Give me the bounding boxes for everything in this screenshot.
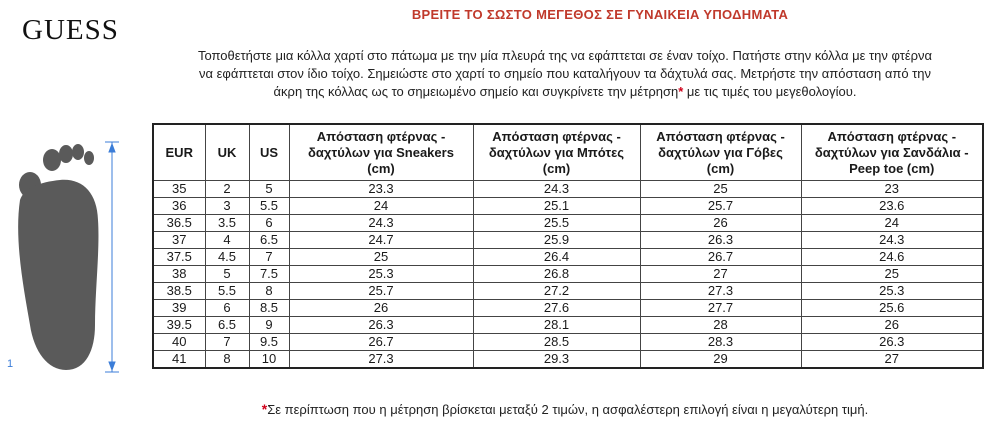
cell-uk: 4.5 bbox=[205, 249, 249, 266]
table-row bbox=[153, 334, 983, 351]
header-boots-line-3: (cm) bbox=[542, 160, 571, 176]
cell-uk: 8 bbox=[205, 351, 249, 369]
table-row bbox=[153, 232, 983, 249]
header-us: US bbox=[249, 124, 289, 181]
foot-measurement-illustration bbox=[0, 130, 135, 380]
cell-us: 9.5 bbox=[249, 334, 289, 351]
table-row bbox=[153, 300, 983, 317]
header-eur: EUR bbox=[153, 124, 205, 181]
cell-eur: 38 bbox=[153, 266, 205, 283]
cell-sandals: 26 bbox=[801, 317, 983, 334]
cell-sneakers: 27.3 bbox=[289, 351, 473, 369]
cell-sandals: 25.6 bbox=[801, 300, 983, 317]
cell-eur: 40 bbox=[153, 334, 205, 351]
cell-eur: 41 bbox=[153, 351, 205, 369]
header-heels-line-1: Απόσταση φτέρνας - bbox=[656, 128, 785, 144]
cell-eur: 39.5 bbox=[153, 317, 205, 334]
cell-boots: 28.5 bbox=[473, 334, 640, 351]
cell-heels: 25.7 bbox=[640, 198, 801, 215]
cell-boots: 25.9 bbox=[473, 232, 640, 249]
cell-uk: 4 bbox=[205, 232, 249, 249]
page-title: ΒΡΕΙΤΕ ΤΟ ΣΩΣΤΟ ΜΕΓΕΘΟΣ ΣΕ ΓΥΝΑΙΚΕΙΑ ΥΠΟΔΗΜΑΤΑ bbox=[411, 7, 789, 22]
cell-boots: 27.2 bbox=[473, 283, 640, 300]
size-chart-table bbox=[152, 123, 984, 369]
table-row bbox=[153, 266, 983, 283]
header-boots-line-1: Απόσταση φτέρνας - bbox=[492, 128, 621, 144]
asterisk-marker: * bbox=[678, 84, 684, 99]
cell-heels: 27.3 bbox=[640, 283, 801, 300]
header-boots-line-2: δαχτύλων για Μπότες bbox=[488, 144, 625, 160]
cell-sneakers: 26.7 bbox=[289, 334, 473, 351]
cell-sneakers: 25.7 bbox=[289, 283, 473, 300]
header-uk: UK bbox=[205, 124, 249, 181]
header-sandals-line-3: Peep toe (cm) bbox=[849, 160, 935, 176]
cell-heels: 27.7 bbox=[640, 300, 801, 317]
cell-sneakers: 26 bbox=[289, 300, 473, 317]
header-sneakers bbox=[289, 124, 473, 181]
footnote-asterisk: * bbox=[261, 401, 268, 417]
cell-eur: 37 bbox=[153, 232, 205, 249]
cell-sandals: 23.6 bbox=[801, 198, 983, 215]
cell-heels: 28.3 bbox=[640, 334, 801, 351]
header-sneakers-line-2: δαχτύλων για Sneakers bbox=[308, 144, 454, 160]
cell-sneakers: 25.3 bbox=[289, 266, 473, 283]
cell-sneakers: 25 bbox=[289, 249, 473, 266]
cell-sneakers: 24.7 bbox=[289, 232, 473, 249]
instructions-paragraph bbox=[150, 47, 980, 101]
table-row bbox=[153, 198, 983, 215]
cell-sandals: 25 bbox=[801, 266, 983, 283]
cell-uk: 6 bbox=[205, 300, 249, 317]
cell-eur: 37.5 bbox=[153, 249, 205, 266]
length-measure-arrow bbox=[105, 142, 119, 372]
table-row bbox=[153, 351, 983, 369]
cell-boots: 24.3 bbox=[473, 181, 640, 198]
cell-heels: 28 bbox=[640, 317, 801, 334]
instructions-line-2: να εφάπτεται στον ίδιο τοίχο. Σημειώστε στο χαρτί το σημείο που καταλήγουν τα δάχτυλά σας. Μετρήστε την απόσταση από την bbox=[198, 66, 932, 81]
instructions-line-3-text: άκρη της κόλλας ως το σημειωμένο σημείο και συγκρίνετε την μέτρηση bbox=[273, 84, 679, 99]
cell-sneakers: 24.3 bbox=[289, 215, 473, 232]
cell-us: 6.5 bbox=[249, 232, 289, 249]
header-sandals bbox=[801, 124, 983, 181]
table-header-row bbox=[153, 124, 983, 181]
table-row bbox=[153, 215, 983, 232]
cell-uk: 6.5 bbox=[205, 317, 249, 334]
cell-us: 8.5 bbox=[249, 300, 289, 317]
header-sneakers-line-3: (cm) bbox=[367, 160, 395, 176]
cell-us: 5 bbox=[249, 181, 289, 198]
cell-us: 7 bbox=[249, 249, 289, 266]
cell-boots: 26.8 bbox=[473, 266, 640, 283]
instructions-line-3 bbox=[150, 83, 980, 101]
cell-eur: 36.5 bbox=[153, 215, 205, 232]
cell-heels: 26 bbox=[640, 215, 801, 232]
cell-boots: 25.1 bbox=[473, 198, 640, 215]
cell-sandals: 27 bbox=[801, 351, 983, 369]
cell-sandals: 24.3 bbox=[801, 232, 983, 249]
cell-heels: 29 bbox=[640, 351, 801, 369]
cell-boots: 25.5 bbox=[473, 215, 640, 232]
table-row bbox=[153, 249, 983, 266]
cell-eur: 36 bbox=[153, 198, 205, 215]
header-sandals-line-1: Απόσταση φτέρνας - bbox=[827, 128, 957, 144]
cell-sneakers: 26.3 bbox=[289, 317, 473, 334]
cell-eur: 35 bbox=[153, 181, 205, 198]
header-heels bbox=[640, 124, 801, 181]
cell-uk: 2 bbox=[205, 181, 249, 198]
cell-sandals: 23 bbox=[801, 181, 983, 198]
cell-sneakers: 24 bbox=[289, 198, 473, 215]
table-row bbox=[153, 317, 983, 334]
table-row bbox=[153, 283, 983, 300]
cell-us: 8 bbox=[249, 283, 289, 300]
instructions-line-1: Τοποθετήστε μια κόλλα χαρτί στο πάτωμα με την μία πλευρά της να εφάπτεται σε έναν τοίχο. Πατήστε στην κόλλα με την φτέρνα bbox=[197, 48, 933, 63]
cell-boots: 28.1 bbox=[473, 317, 640, 334]
scale-label: 1 bbox=[7, 358, 14, 370]
guess-logo: GUESS bbox=[22, 14, 119, 46]
cell-uk: 5 bbox=[205, 266, 249, 283]
cell-us: 6 bbox=[249, 215, 289, 232]
cell-heels: 27 bbox=[640, 266, 801, 283]
cell-boots: 29.3 bbox=[473, 351, 640, 369]
cell-us: 10 bbox=[249, 351, 289, 369]
cell-eur: 38.5 bbox=[153, 283, 205, 300]
footnote bbox=[150, 401, 980, 417]
cell-uk: 3 bbox=[205, 198, 249, 215]
cell-sandals: 24.6 bbox=[801, 249, 983, 266]
cell-sneakers: 23.3 bbox=[289, 181, 473, 198]
cell-boots: 27.6 bbox=[473, 300, 640, 317]
cell-sandals: 26.3 bbox=[801, 334, 983, 351]
instructions-line-3-end: με τις τιμές του μεγεθολογίου. bbox=[683, 84, 857, 99]
cell-sandals: 25.3 bbox=[801, 283, 983, 300]
cell-uk: 3.5 bbox=[205, 215, 249, 232]
cell-heels: 26.7 bbox=[640, 249, 801, 266]
header-heels-line-2: δαχτύλων για Γόβες bbox=[658, 144, 783, 160]
footnote-text: Σε περίπτωση που η μέτρηση βρίσκεται μεταξύ 2 τιμών, η ασφαλέστερη επιλογή είναι η μεγαλύτερη τιμή. bbox=[267, 402, 869, 417]
cell-heels: 26.3 bbox=[640, 232, 801, 249]
cell-heels: 25 bbox=[640, 181, 801, 198]
header-sandals-line-2: δαχτύλων για Σανδάλια - bbox=[814, 144, 969, 160]
header-boots bbox=[473, 124, 640, 181]
header-heels-line-3: (cm) bbox=[706, 160, 735, 176]
cell-eur: 39 bbox=[153, 300, 205, 317]
cell-us: 5.5 bbox=[249, 198, 289, 215]
cell-us: 7.5 bbox=[249, 266, 289, 283]
table-row bbox=[153, 181, 983, 198]
cell-uk: 5.5 bbox=[205, 283, 249, 300]
cell-uk: 7 bbox=[205, 334, 249, 351]
cell-sandals: 24 bbox=[801, 215, 983, 232]
cell-us: 9 bbox=[249, 317, 289, 334]
foot-sole-icon bbox=[18, 144, 98, 370]
header-sneakers-line-1: Απόσταση φτέρνας - bbox=[316, 128, 446, 144]
cell-boots: 26.4 bbox=[473, 249, 640, 266]
